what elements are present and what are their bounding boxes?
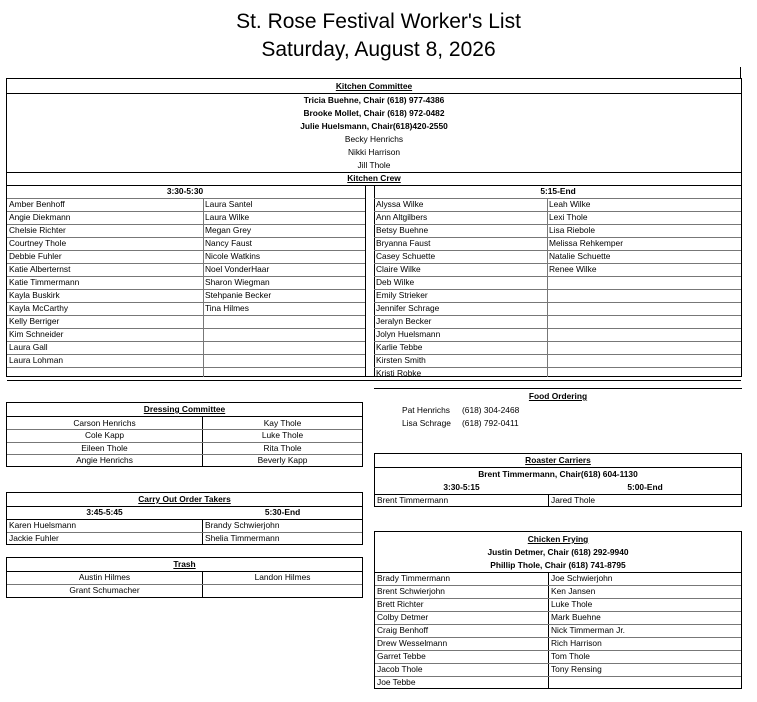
divider xyxy=(365,185,366,377)
trash-member: Austin Hilmes xyxy=(78,572,131,582)
carry-out-member: Jackie Fuhler xyxy=(9,533,59,543)
food-ordering-name-1: Pat Henrichs xyxy=(402,405,450,415)
chicken-frying-member: Drew Wesselmann xyxy=(377,638,448,648)
crew-member: Renee Wilke xyxy=(549,264,597,274)
crew-member: Melissa Rehkemper xyxy=(549,238,624,248)
crew-member: Kirsten Smith xyxy=(376,355,426,365)
crew-member: Noel VonderHaar xyxy=(205,264,270,274)
food-ordering-name-2: Lisa Schrage xyxy=(402,418,451,428)
trash-heading: Trash xyxy=(173,559,196,569)
chicken-frying-member: Craig Benhoff xyxy=(377,625,429,635)
kitchen-member-3: Jill Thole xyxy=(357,160,391,170)
crew-member: Betsy Buehne xyxy=(376,225,429,235)
crew-shift-1-label: 3:30-5:30 xyxy=(166,186,204,196)
crew-member: Casey Schuette xyxy=(376,251,436,261)
crew-member: Laura Lohman xyxy=(9,355,64,365)
kitchen-chair-2: Brooke Mollet, Chair (618) 972-0482 xyxy=(303,108,445,118)
food-ordering-phone-2: (618) 792-0411 xyxy=(462,418,519,428)
crew-member: Jolyn Huelsmann xyxy=(376,329,441,339)
dressing-member: Eileen Thole xyxy=(81,442,128,453)
divider xyxy=(7,380,741,381)
chicken-frying-member: Colby Detmer xyxy=(377,612,429,622)
crew-member: Nancy Faust xyxy=(205,238,253,248)
dressing-member: Rita Thole xyxy=(263,442,302,453)
crew-member: Claire Wilke xyxy=(376,264,421,274)
chicken-frying-member: Brent Schwierjohn xyxy=(377,586,445,596)
crew-member: Amber Benhoff xyxy=(9,199,65,209)
trash-member xyxy=(203,584,362,597)
kitchen-crew-heading: Kitchen Crew xyxy=(347,173,401,183)
dressing-member: Luke Thole xyxy=(261,430,304,441)
food-ordering-section xyxy=(374,388,742,429)
crew-member: Angie Diekmann xyxy=(9,212,71,222)
kitchen-chair-1: Tricia Buehne, Chair (618) 977-4386 xyxy=(303,95,445,105)
kitchen-member-1: Becky Henrichs xyxy=(344,134,404,144)
crew-member: Nicole Watkins xyxy=(205,251,261,261)
crew-member: Tina Hilmes xyxy=(205,303,249,313)
roaster-carriers-heading: Roaster Carriers xyxy=(525,455,591,465)
chicken-frying-section xyxy=(374,531,742,689)
crew-member: Lexi Thole xyxy=(549,212,588,222)
crew-member: Laura Santel xyxy=(205,199,253,209)
dressing-committee-heading: Dressing Committee xyxy=(143,404,226,414)
chicken-frying-member: Ken Jansen xyxy=(551,586,596,596)
chicken-frying-member: Brady Timmermann xyxy=(377,573,451,583)
roaster-name-1: Brent Timmermann xyxy=(377,495,449,505)
kitchen-committee-heading: Kitchen Committee xyxy=(335,81,413,91)
crew-member: Ann Altgilbers xyxy=(376,212,428,222)
carry-out-member: Shelia Timmermann xyxy=(205,533,280,543)
carry-out-heading: Carry Out Order Takers xyxy=(138,494,231,504)
crew-member: Stehpanie Becker xyxy=(205,290,272,300)
divider xyxy=(7,367,365,368)
carry-out-shift-2: 5:30-End xyxy=(264,507,301,517)
chicken-frying-member: Joe Schwierjohn xyxy=(551,573,613,583)
crew-member: Alyssa Wilke xyxy=(376,199,424,209)
chicken-chair-1: Justin Detmer, Chair (618) 292-9940 xyxy=(487,547,629,557)
crew-member: Kristi Robke xyxy=(376,368,422,378)
crew-member: Katie Timmermann xyxy=(9,277,80,287)
crew-member: Jennifer Schrage xyxy=(376,303,440,313)
chicken-frying-member: Luke Thole xyxy=(551,599,593,609)
crew-member: Kim Schneider xyxy=(9,329,64,339)
roaster-name-2: Jared Thole xyxy=(551,495,596,505)
crew-member: Debbie Fuhler xyxy=(9,251,62,261)
trash-member: Grant Schumacher xyxy=(69,585,140,595)
dressing-member: Kay Thole xyxy=(263,418,302,428)
kitchen-chair-3: Julie Huelsmann, Chair(618)420-2550 xyxy=(300,121,448,131)
crew-member: Jeralyn Becker xyxy=(376,316,432,326)
roaster-carriers-chair: Brent Timmermann, Chair(618) 604-1130 xyxy=(478,469,638,479)
crew-member: Courtney Thole xyxy=(9,238,67,248)
crew-member: Kelly Berriger xyxy=(9,316,60,326)
trash-member: Landon Hilmes xyxy=(254,572,311,582)
roaster-shift-1: 3:30-5:15 xyxy=(443,482,480,492)
carry-out-member: Brandy Schwierjohn xyxy=(205,520,280,530)
crew-member: Laura Wilke xyxy=(205,212,250,222)
crew-member: Deb Wilke xyxy=(376,277,415,287)
crew-member: Laura Gall xyxy=(9,342,48,352)
crew-member: Karlie Tebbe xyxy=(376,342,423,352)
dressing-member: Beverly Kapp xyxy=(257,454,308,465)
crew-member: Kayla McCarthy xyxy=(9,303,69,313)
chicken-frying-member: Nick Timmerman Jr. xyxy=(551,625,625,635)
trash-section xyxy=(6,557,363,598)
dressing-member: Carson Henrichs xyxy=(73,418,136,428)
kitchen-section xyxy=(6,78,742,377)
crew-shift-2-label: 5:15-End xyxy=(540,186,576,196)
chicken-frying-member: Tony Rensing xyxy=(551,664,602,674)
chicken-frying-member: Tom Thole xyxy=(551,651,590,661)
crew-member: Megan Grey xyxy=(205,225,252,235)
food-ordering-heading: Food Ordering xyxy=(528,391,588,401)
crew-member: Kayla Buskirk xyxy=(9,290,60,300)
document-date: Saturday, August 8, 2026 xyxy=(261,38,496,61)
roaster-shift-2: 5:00-End xyxy=(627,482,663,492)
crew-member: Sharon Wiegman xyxy=(205,277,270,287)
crew-member: Katie Alberternst xyxy=(9,264,71,274)
dressing-member: Angie Henrichs xyxy=(76,454,133,465)
carry-out-member: Karen Huelsmann xyxy=(9,520,77,530)
chicken-chair-2: Phillip Thole, Chair (618) 741-8795 xyxy=(490,560,626,570)
chicken-frying-member: Brett Richter xyxy=(377,599,424,609)
chicken-frying-member: Mark Buehne xyxy=(551,612,601,622)
chicken-frying-heading: Chicken Frying xyxy=(527,534,589,544)
document-title: St. Rose Festival Worker's List xyxy=(236,10,521,33)
food-ordering-phone-1: (618) 304-2468 xyxy=(462,405,520,415)
roaster-carriers-section xyxy=(374,453,742,507)
crew-member: Leah Wilke xyxy=(549,199,591,209)
crew-member: Natalie Schuette xyxy=(549,251,611,261)
crew-member: Emily Strieker xyxy=(376,290,428,300)
chicken-frying-member: Jacob Thole xyxy=(377,664,423,674)
crew-member: Lisa Riebole xyxy=(549,225,596,235)
kitchen-member-2: Nikki Harrison xyxy=(347,147,401,157)
chicken-frying-member: Rich Harrison xyxy=(551,638,602,648)
dressing-member: Cole Kapp xyxy=(84,430,125,441)
chicken-frying-member: Garret Tebbe xyxy=(377,651,426,661)
carry-out-shift-1: 3:45-5:45 xyxy=(86,507,123,517)
carry-out-section xyxy=(6,492,363,545)
dressing-committee-section xyxy=(6,402,363,467)
crew-member: Chelsie Richter xyxy=(9,225,66,235)
crew-member: Bryanna Faust xyxy=(376,238,431,248)
chicken-frying-member: Joe Tebbe xyxy=(377,677,416,687)
